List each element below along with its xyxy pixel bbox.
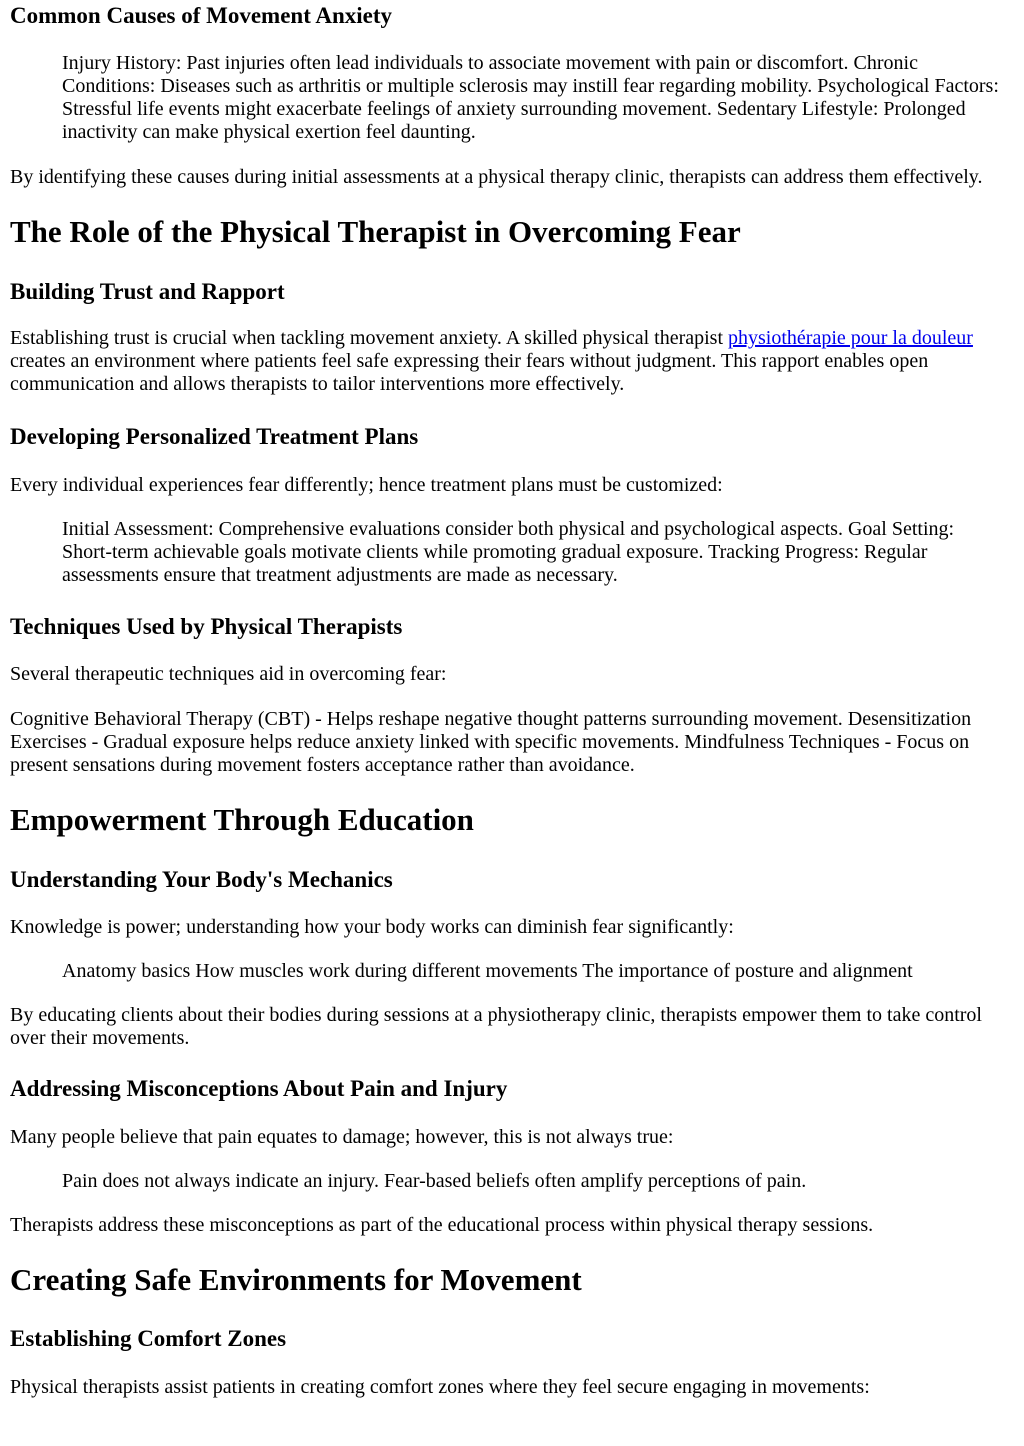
- role-heading: The Role of the Physical Therapist in Overcoming Fear: [10, 214, 741, 249]
- physiotherapy-pain-link[interactable]: physiothérapie pour la douleur: [728, 327, 973, 349]
- empower-heading: Empowerment Through Education: [10, 802, 474, 837]
- techniques-heading: Techniques Used by Physical Therapists: [10, 614, 403, 639]
- trust-text-after: creates an environment where patients feel safe expressing their fears without judgment. This rapport enables open communication and allows therapists to tailor interventions more effectively.: [10, 350, 929, 395]
- comfort-paragraph: Physical therapists assist patients in creating comfort zones where they feel secure engaging in movements:: [10, 1376, 870, 1398]
- plans-quote: Initial Assessment: Comprehensive evaluations consider both physical and psychological aspects. Goal Setting: Short-term achievable goals motivate clients while promoting gradual exposure. Tracking Progress: Regular assessments ensure that treatment adjustments are made as necessary.: [62, 518, 955, 586]
- misconceptions-paragraph-2: Therapists address these misconceptions as part of the educational process within physical therapy sessions.: [10, 1214, 874, 1236]
- trust-paragraph: [10, 327, 1014, 396]
- techniques-paragraph: Several therapeutic techniques aid in overcoming fear:: [10, 663, 447, 685]
- plans-heading: Developing Personalized Treatment Plans: [10, 424, 419, 449]
- causes-quote: Injury History: Past injuries often lead individuals to associate movement with pain or discomfort. Chronic Conditions: Diseases such as arthritis or multiple sclerosis may instill fear regarding mobility. Psychological Factors: Stressful life events might exacerbate feelings of anxiety surrounding movement. Sedentary Lifestyle: Prolonged inactivity can make physical exertion feel daunting.: [62, 52, 999, 143]
- techniques-list: Cognitive Behavioral Therapy (CBT) - Helps reshape negative thought patterns surrounding movement. Desensitization Exercises - Gradual exposure helps reduce anxiety linked with specific movements. Mindfulness Techniques - Focus on present sensations during movement fosters acceptance rather than avoidance.: [10, 708, 972, 776]
- safe-heading: Creating Safe Environments for Movement: [10, 1262, 582, 1297]
- misconceptions-heading: Addressing Misconceptions About Pain and Injury: [10, 1076, 508, 1101]
- mechanics-quote: Anatomy basics How muscles work during different movements The importance of posture and alignment: [62, 960, 913, 982]
- mechanics-paragraph: Knowledge is power; understanding how your body works can diminish fear significantly:: [10, 916, 734, 938]
- plans-paragraph: Every individual experiences fear differently; hence treatment plans must be customized:: [10, 474, 723, 496]
- comfort-heading: Establishing Comfort Zones: [10, 1326, 287, 1351]
- causes-heading: Common Causes of Movement Anxiety: [10, 3, 393, 28]
- trust-text-before: Establishing trust is crucial when tackling movement anxiety. A skilled physical therapist: [10, 327, 729, 349]
- mechanics-heading: Understanding Your Body's Mechanics: [10, 867, 393, 892]
- trust-heading: Building Trust and Rapport: [10, 279, 285, 304]
- causes-paragraph: By identifying these causes during initial assessments at a physical therapy clinic, therapists can address them effectively.: [10, 166, 983, 188]
- mechanics-paragraph-2: By educating clients about their bodies during sessions at a physiotherapy clinic, therapists empower them to take control over their movements.: [10, 1004, 982, 1049]
- misconceptions-paragraph: Many people believe that pain equates to damage; however, this is not always true:: [10, 1126, 674, 1148]
- misconceptions-quote: Pain does not always indicate an injury. Fear-based beliefs often amplify perceptions of pain.: [62, 1170, 807, 1192]
